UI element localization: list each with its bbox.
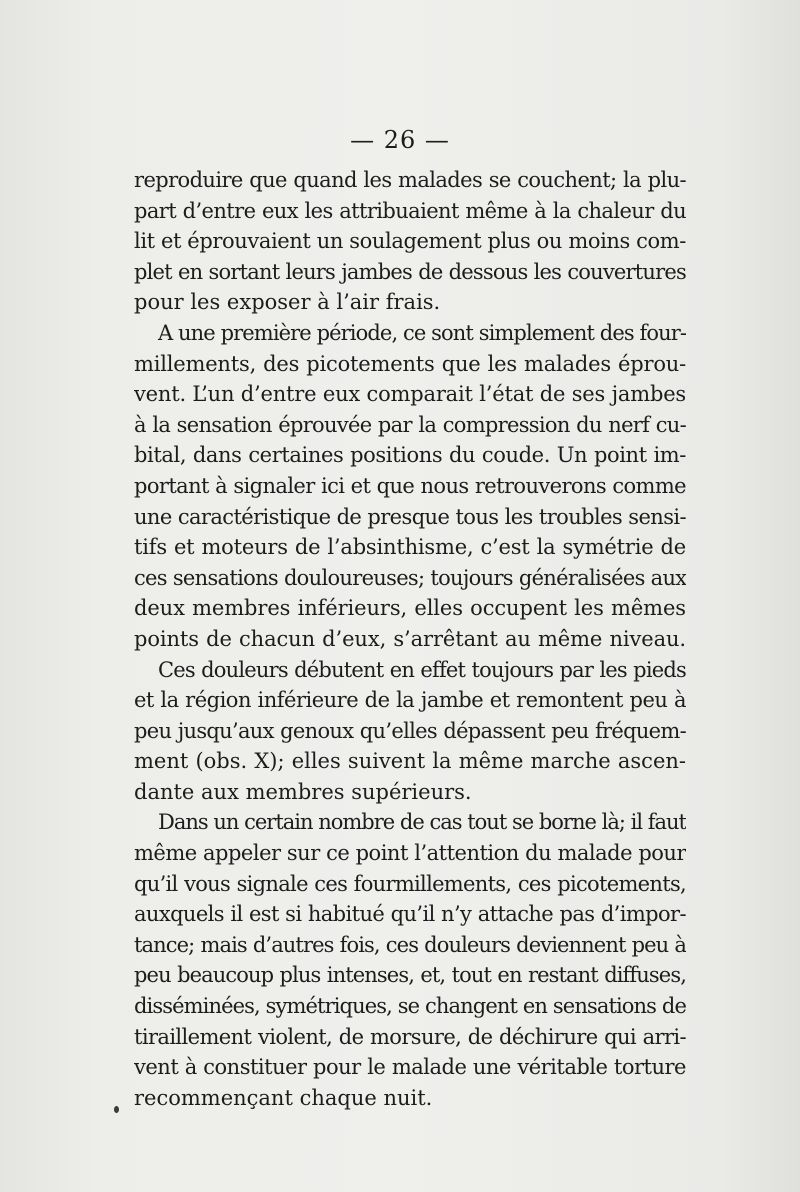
text-line: part d’entre eux les attribuaient même à la chaleur du [134, 198, 686, 223]
text-line: même appeler sur ce point l’attention du malade pour [134, 841, 686, 866]
text-line: tifs et moteurs de l’absinthisme, c’est la symétrie de [134, 535, 686, 560]
text-line: dante aux membres supérieurs. [134, 779, 472, 804]
text-line: reproduire que quand les malades se couchent; la plu- [134, 168, 686, 192]
text-line: bital, dans certaines positions du coude. Un point im- [134, 443, 686, 468]
text-line: pour les exposer à l’air frais. [134, 290, 441, 315]
body-text [134, 165, 686, 1113]
text-line: lit et éprouvaient un soulagement plus ou moins com- [134, 229, 686, 254]
text-line: qu’il vous signale ces fourmillements, ces picotements, [134, 871, 686, 896]
paragraph [134, 807, 686, 1113]
text-line: portant à signaler ici et que nous retrouverons comme [134, 473, 686, 498]
paragraph [134, 655, 686, 808]
text-line: A une première période, ce sont simplement des four- [158, 320, 686, 345]
text-line: une caractéristique de presque tous les troubles sensi- [134, 504, 686, 529]
text-line: tance; mais d’autres fois, ces douleurs deviennent peu à [134, 932, 686, 957]
text-line: auxquels il est si habitué qu’il n’y attache pas d’impor- [134, 902, 686, 927]
text-line: peu beaucoup plus intenses, et, tout en restant diffuses, [134, 963, 686, 988]
ink-speck [114, 1106, 119, 1113]
text-line: vent. L’un d’entre eux comparait l’état de ses jambes [134, 382, 686, 407]
text-line: recommençant chaque nuit. [134, 1085, 433, 1110]
text-line: et la région inférieure de la jambe et remontent peu à [134, 688, 686, 713]
text-line: peu jusqu’aux genoux qu’elles dépassent peu fréquem- [134, 718, 686, 743]
text-line: Dans un certain nombre de cas tout se borne là; il faut [158, 810, 686, 835]
text-line: tiraillement violent, de morsure, de déchirure qui arri- [134, 1024, 686, 1049]
text-line: disséminées, symétriques, se changent en sensations de [134, 994, 686, 1019]
text-line: Ces douleurs débutent en effet toujours par les pieds [158, 657, 686, 682]
text-line: points de chacun d’eux, s’arrêtant au même niveau. [134, 626, 686, 651]
text-line: vent à constituer pour le malade une véritable torture [134, 1055, 686, 1080]
text-line: millements, des picotements que les malades éprou- [134, 351, 686, 376]
text-line: plet en sortant leurs jambes de dessous les couvertures [134, 259, 686, 284]
page-number: — 26 — [350, 126, 450, 154]
text-line: ment (obs. X); elles suivent la même marche ascen- [134, 749, 686, 774]
paragraph [134, 318, 686, 655]
text-line: deux membres inférieurs, elles occupent les mêmes [134, 596, 686, 621]
paragraph [134, 165, 686, 318]
text-line: ces sensations douloureuses; toujours généralisées aux [134, 565, 686, 590]
text-line: à la sensation éprouvée par la compression du nerf cu- [134, 412, 686, 437]
